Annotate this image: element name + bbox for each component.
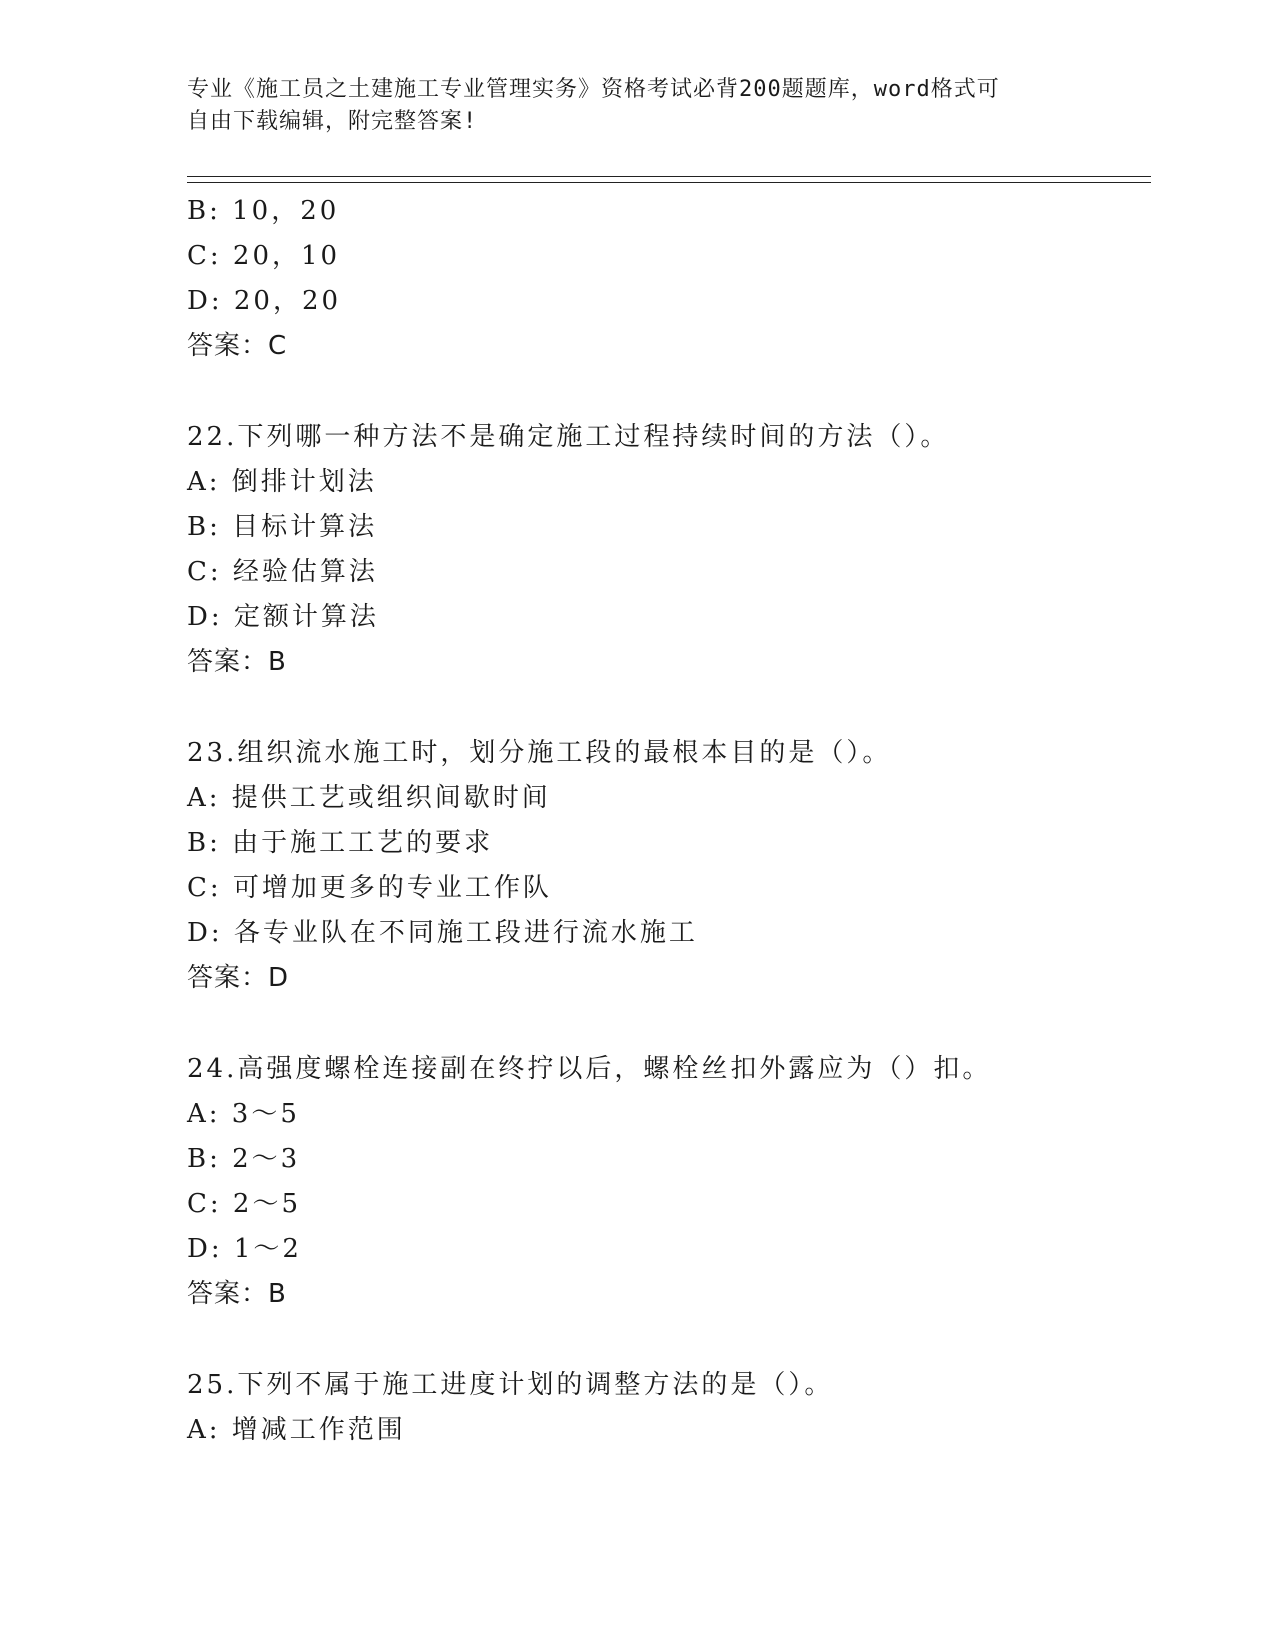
option-c: C: 20，10 (187, 241, 341, 271)
answer-line: 答案：B (187, 1279, 287, 1309)
answer-line: 答案：C (187, 331, 288, 361)
spacer (187, 1001, 1151, 1047)
option-b: B: 目标计算法 (187, 512, 378, 542)
question-stem: 25.下列不属于施工进度计划的调整方法的是（）。 (187, 1370, 834, 1400)
question-stem: 24.高强度螺栓连接副在终拧以后，螺栓丝扣外露应为（）扣。 (187, 1054, 992, 1084)
header-divider (187, 176, 1151, 183)
option-a: A: 倒排计划法 (187, 467, 377, 497)
option-c: C: 2～5 (187, 1189, 302, 1219)
question-22 (187, 415, 1151, 685)
option-a: A: 3～5 (187, 1099, 300, 1129)
option-d: D: 各专业队在不同施工段进行流水施工 (187, 918, 698, 948)
document-header (187, 74, 1087, 138)
option-c: C: 经验估算法 (187, 557, 378, 587)
spacer (187, 685, 1151, 731)
option-b: B: 2～3 (187, 1144, 301, 1174)
answer-line: 答案：D (187, 963, 290, 993)
option-b: B: 10，20 (187, 196, 340, 226)
option-d: D: 1～2 (187, 1234, 302, 1264)
question-24 (187, 1047, 1151, 1317)
option-c: C: 可增加更多的专业工作队 (187, 873, 552, 903)
option-d: D: 定额计算法 (187, 602, 379, 632)
question-25 (187, 1363, 1151, 1453)
option-a: A: 提供工艺或组织间歇时间 (187, 783, 551, 813)
option-a: A: 增减工作范围 (187, 1415, 406, 1445)
header-title-line-2: 自由下载编辑，附完整答案! (187, 109, 478, 134)
option-b: B: 由于施工工艺的要求 (187, 828, 494, 858)
answer-line: 答案：B (187, 647, 287, 677)
question-stem: 23.组织流水施工时，划分施工段的最根本目的是（）。 (187, 738, 892, 768)
header-title-line-1: 专业《施工员之土建施工专业管理实务》资格考试必背200题题库，word格式可 (187, 77, 1000, 102)
option-d: D: 20，20 (187, 286, 342, 316)
question-stem: 22.下列哪一种方法不是确定施工过程持续时间的方法（）。 (187, 422, 950, 452)
question-content (187, 189, 1151, 1453)
spacer (187, 369, 1151, 415)
spacer (187, 1317, 1151, 1363)
question-23 (187, 731, 1151, 1001)
question-21-continued (187, 189, 1151, 369)
